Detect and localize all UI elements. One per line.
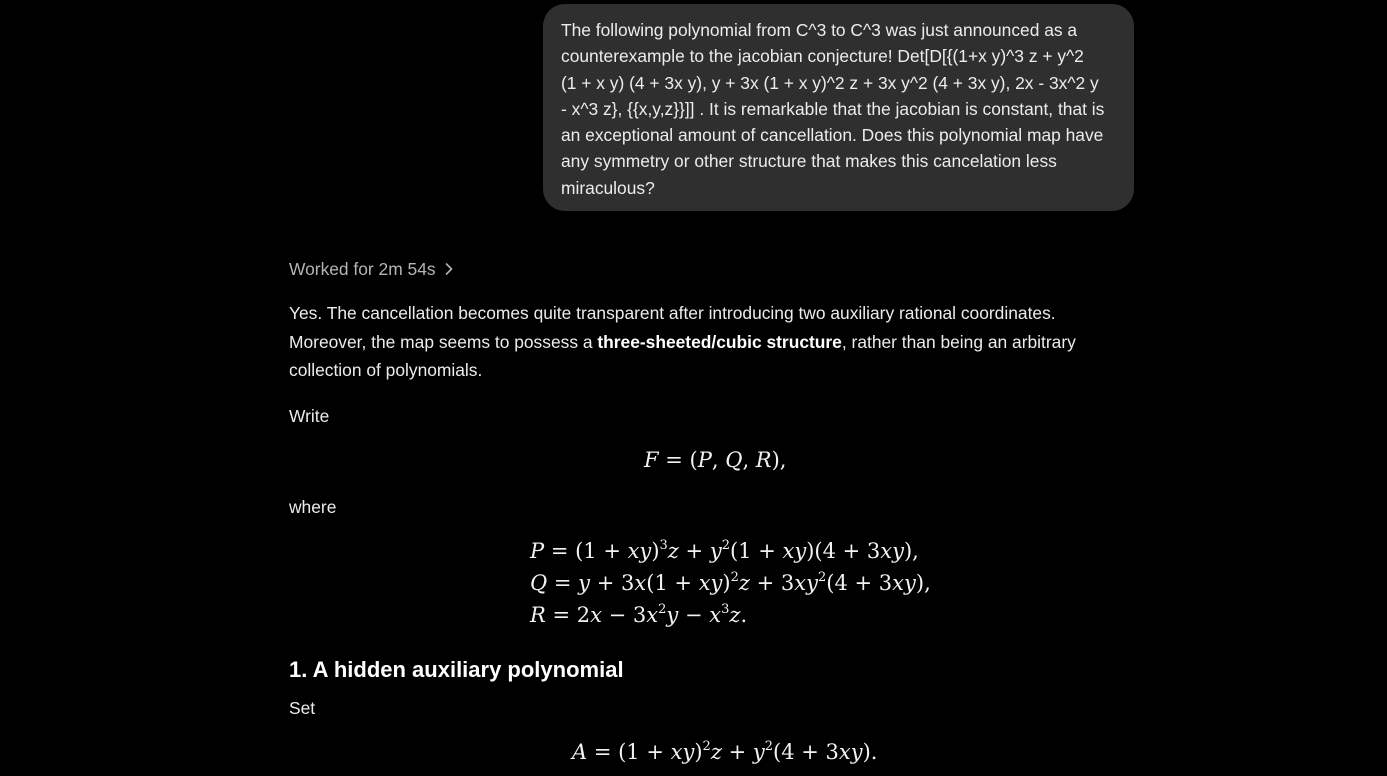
where-label: where xyxy=(289,497,337,517)
section-heading: 1. A hidden auxiliary polynomial xyxy=(289,657,624,682)
equation-Q: $Q = y + 3x(1 + xy)^2z + 3xy^2(4 + 3xy)$, xyxy=(530,570,931,595)
answer-intro-line: collection of polynomials. xyxy=(289,360,483,380)
answer-intro-line: Yes. The cancellation becomes quite transparent after introducing two auxiliary rational coordinates. xyxy=(289,303,1056,323)
user-message-line: counterexample to the jacobian conjecture! Det[D[{(1+x y)^3 z + y^2 xyxy=(561,46,1084,67)
user-message-line: miraculous? xyxy=(561,177,655,198)
equation-F: F = (P, Q, R), xyxy=(644,448,787,472)
equation-R: $R = 2x - 3x^2y - x^3z$. xyxy=(530,602,748,627)
user-message-line: (1 + x y) (4 + 3x y), y + 3x (1 + x y)^2 z + 3x y^2 (4 + 3x y), 2x - 3x^2 y xyxy=(561,72,1099,93)
user-message-bubble xyxy=(543,4,1134,211)
user-message-line: any symmetry or other structure that makes this cancelation less xyxy=(561,151,1057,172)
set-label: Set xyxy=(289,698,316,718)
worked-for-label: Worked for 2m 54s xyxy=(289,259,436,279)
bold-phrase: three-sheeted/cubic structure xyxy=(597,331,842,352)
user-message-line: The following polynomial from C^3 to C^3 was just announced as a xyxy=(561,20,1078,40)
answer-intro-line: Moreover, the map seems to possess a three-sheeted/cubic structure, rather than being an arbitrary xyxy=(289,331,1076,352)
worked-for-toggle[interactable] xyxy=(289,257,454,281)
chevron-right-icon xyxy=(444,262,454,276)
user-message-line: an exceptional amount of cancellation. Does this polynomial map have xyxy=(561,125,1104,146)
answer-intro xyxy=(289,299,1076,385)
equation-A: $A = (1 + xy)^2z + y^2(4 + 3xy)$. xyxy=(572,739,878,764)
equation-P: $P = (1 + xy)^3z + y^2(1 + xy)(4 + 3xy)$, xyxy=(530,538,919,563)
user-message-line: - x^3 z}, {{x,y,z}}]] . It is remarkable that the jacobian is constant, that is xyxy=(561,98,1105,119)
write-label: Write xyxy=(289,406,330,426)
